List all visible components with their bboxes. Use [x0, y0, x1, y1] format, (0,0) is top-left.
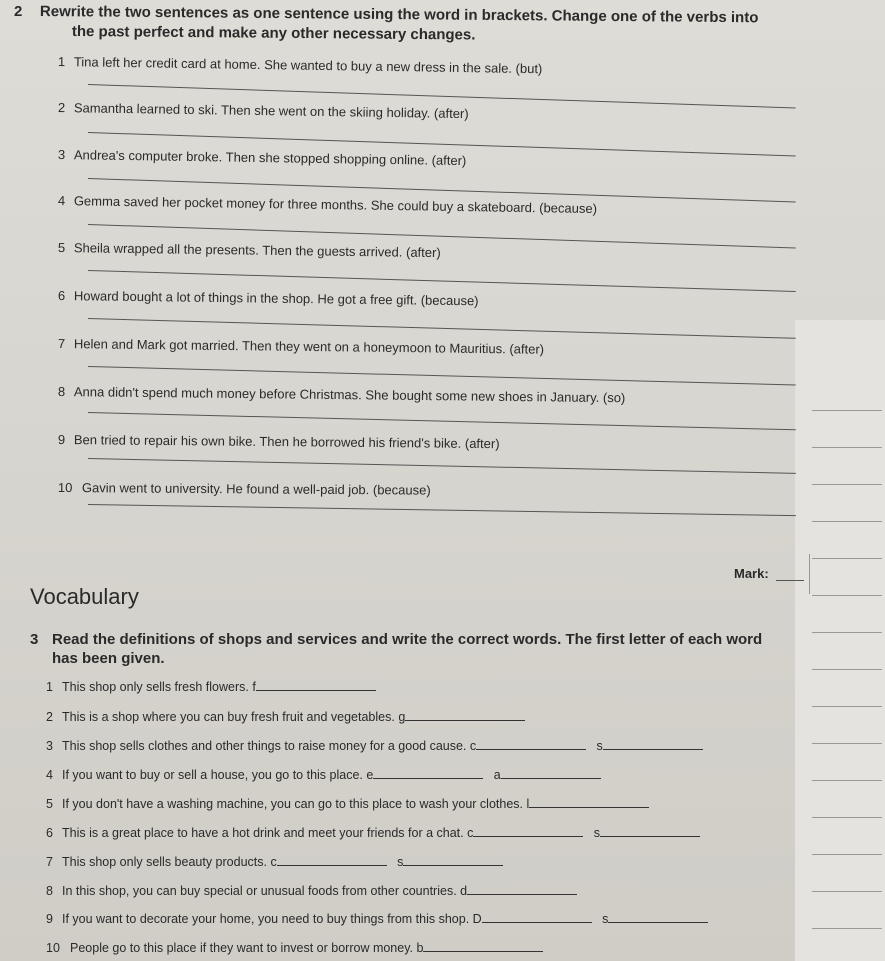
exercise-2-item	[58, 384, 626, 405]
answer-line[interactable]	[88, 504, 796, 516]
exercise-3-instruction-line1: Read the definitions of shops and services and write the correct words. The first letter of each word	[52, 631, 763, 648]
item-number: 3	[46, 739, 53, 753]
item-number: 8	[57, 384, 66, 400]
answer-blank[interactable]	[473, 824, 583, 837]
exercise-2-instruction-line2: the past perfect and make any other necessary changes.	[71, 23, 476, 44]
exercise-3-number: 3	[30, 631, 39, 648]
exercise-3-instruction-line2: has been given.	[52, 650, 165, 667]
item-number: 9	[46, 912, 53, 926]
answer-line[interactable]	[88, 270, 796, 292]
next-sheet-line	[812, 817, 882, 818]
item-number: 4	[57, 193, 66, 209]
next-sheet-line	[812, 743, 882, 744]
next-sheet-line	[812, 447, 882, 448]
answer-blank[interactable]	[482, 910, 592, 923]
first-letter: l	[526, 797, 530, 811]
item-number: 10	[46, 941, 60, 955]
next-sheet-line	[812, 928, 882, 929]
answer-blank[interactable]	[256, 678, 376, 691]
item-sentence: Gemma saved her pocket money for three months. She could buy a skateboard. (because)	[73, 193, 598, 217]
mark-blank[interactable]	[776, 580, 804, 581]
item-number: 3	[57, 147, 66, 163]
answer-blank[interactable]	[373, 766, 483, 779]
item-definition: This is a shop where you can buy fresh fruit and vegetables.	[62, 710, 399, 724]
answer-blank[interactable]	[403, 853, 503, 866]
first-letter: f	[252, 680, 256, 694]
first-letter: d	[460, 884, 468, 898]
answer-blank[interactable]	[467, 882, 577, 895]
item-number: 10	[57, 480, 73, 496]
item-number: 5	[57, 240, 66, 256]
item-sentence: Howard bought a lot of things in the shop. He got a free gift. (because)	[73, 288, 479, 309]
first-letter: a	[493, 768, 501, 782]
exercise-2-instruction-line1: Rewrite the two sentences as one sentence using the word in brackets. Change one of the verbs into	[39, 3, 759, 27]
next-sheet-line	[812, 521, 882, 522]
first-letter: s	[397, 855, 404, 869]
item-definition: This shop only sells beauty products.	[62, 855, 271, 869]
first-letter: c	[469, 739, 477, 753]
item-sentence: Andrea's computer broke. Then she stopped shopping online. (after)	[73, 147, 467, 169]
item-definition: If you don't have a washing machine, you can go to this place to wash your clothes.	[62, 797, 527, 811]
item-number: 1	[57, 54, 66, 70]
answer-blank[interactable]	[405, 708, 525, 721]
next-sheet-line	[812, 891, 882, 892]
first-letter: s	[602, 912, 609, 926]
next-sheet-line	[812, 595, 882, 596]
answer-line[interactable]	[88, 318, 796, 339]
exercise-2-item	[58, 288, 479, 308]
item-sentence: Tina left her credit card at home. She wanted to buy a new dress in the sale. (but)	[73, 54, 543, 77]
item-definition: If you want to decorate your home, you need to buy things from this shop.	[62, 912, 473, 926]
vocabulary-item	[46, 708, 525, 724]
exercise-2-item	[58, 54, 543, 76]
next-sheet-line	[812, 854, 882, 855]
answer-blank[interactable]	[277, 853, 387, 866]
next-sheet-line	[812, 706, 882, 707]
item-definition: If you want to buy or sell a house, you go to this place.	[62, 768, 367, 782]
item-number: 8	[46, 884, 53, 898]
item-number: 4	[46, 768, 53, 782]
vocabulary-item	[46, 737, 703, 753]
item-number: 1	[46, 680, 53, 694]
mark-label: Mark:	[734, 566, 769, 581]
item-number: 7	[57, 336, 66, 352]
item-definition: This is a great place to have a hot drink and meet your friends for a chat.	[62, 826, 468, 840]
first-letter: c	[270, 855, 277, 869]
item-sentence: Gavin went to university. He found a well-paid job. (because)	[81, 480, 431, 498]
vocabulary-item	[46, 678, 376, 694]
answer-blank[interactable]	[476, 737, 586, 750]
exercise-2-item	[58, 336, 544, 357]
exercise-2-item	[58, 480, 431, 498]
first-letter: s	[593, 826, 600, 840]
next-sheet-line	[812, 410, 882, 411]
answer-blank[interactable]	[529, 795, 649, 808]
first-letter: D	[472, 912, 482, 926]
exercise-2-item	[58, 100, 469, 121]
item-number: 5	[46, 797, 53, 811]
next-sheet-line	[812, 780, 882, 781]
answer-blank[interactable]	[600, 824, 700, 837]
exercise-2-item	[58, 193, 597, 216]
item-number: 9	[57, 432, 66, 448]
first-letter: c	[467, 826, 474, 840]
item-sentence: Sheila wrapped all the presents. Then the guests arrived. (after)	[73, 240, 441, 261]
next-sheet-line	[812, 632, 882, 633]
vocabulary-item	[46, 795, 649, 811]
answer-line[interactable]	[88, 366, 796, 386]
exercise-2-item	[58, 147, 467, 168]
vocabulary-heading: Vocabulary	[30, 584, 139, 609]
item-definition: This shop only sells fresh flowers.	[62, 680, 253, 694]
next-sheet-line	[812, 484, 882, 485]
item-sentence: Ben tried to repair his own bike. Then he borrowed his friend's bike. (after)	[73, 432, 500, 452]
item-sentence: Helen and Mark got married. Then they went on a honeymoon to Mauritius. (after)	[73, 336, 545, 357]
vocabulary-item	[46, 766, 601, 782]
item-number: 2	[57, 100, 66, 116]
answer-line[interactable]	[88, 458, 796, 474]
next-sheet-line	[812, 669, 882, 670]
first-letter: s	[596, 739, 603, 753]
item-number: 6	[46, 826, 53, 840]
answer-blank[interactable]	[608, 910, 708, 923]
first-letter: g	[398, 710, 406, 724]
item-sentence: Samantha learned to ski. Then she went on the skiing holiday. (after)	[73, 100, 469, 122]
item-definition: People go to this place if they want to invest or borrow money.	[70, 941, 417, 955]
item-definition: This shop sells clothes and other things to raise money for a good cause.	[62, 739, 470, 753]
vocabulary-item	[46, 853, 503, 869]
answer-blank[interactable]	[501, 766, 601, 779]
vocabulary-item	[46, 882, 577, 898]
item-sentence: Anna didn't spend much money before Christmas. She bought some new shoes in January. (so)	[73, 384, 626, 406]
answer-blank[interactable]	[423, 939, 543, 952]
page-edge-next-sheet	[795, 320, 885, 961]
exercise-2-number: 2	[14, 3, 23, 20]
item-definition: In this shop, you can buy special or unusual foods from other countries.	[62, 884, 461, 898]
next-sheet-line	[812, 558, 882, 559]
first-letter: e	[366, 768, 374, 782]
item-number: 7	[46, 855, 53, 869]
item-number: 2	[46, 710, 53, 724]
item-number: 6	[57, 288, 66, 304]
vocabulary-item	[46, 824, 700, 840]
first-letter: b	[416, 941, 424, 955]
vocabulary-item	[46, 910, 708, 926]
exercise-2-item	[58, 432, 500, 451]
answer-line[interactable]	[88, 412, 796, 430]
exercise-2-item	[58, 240, 441, 260]
answer-blank[interactable]	[603, 737, 703, 750]
vocabulary-item	[46, 939, 543, 955]
